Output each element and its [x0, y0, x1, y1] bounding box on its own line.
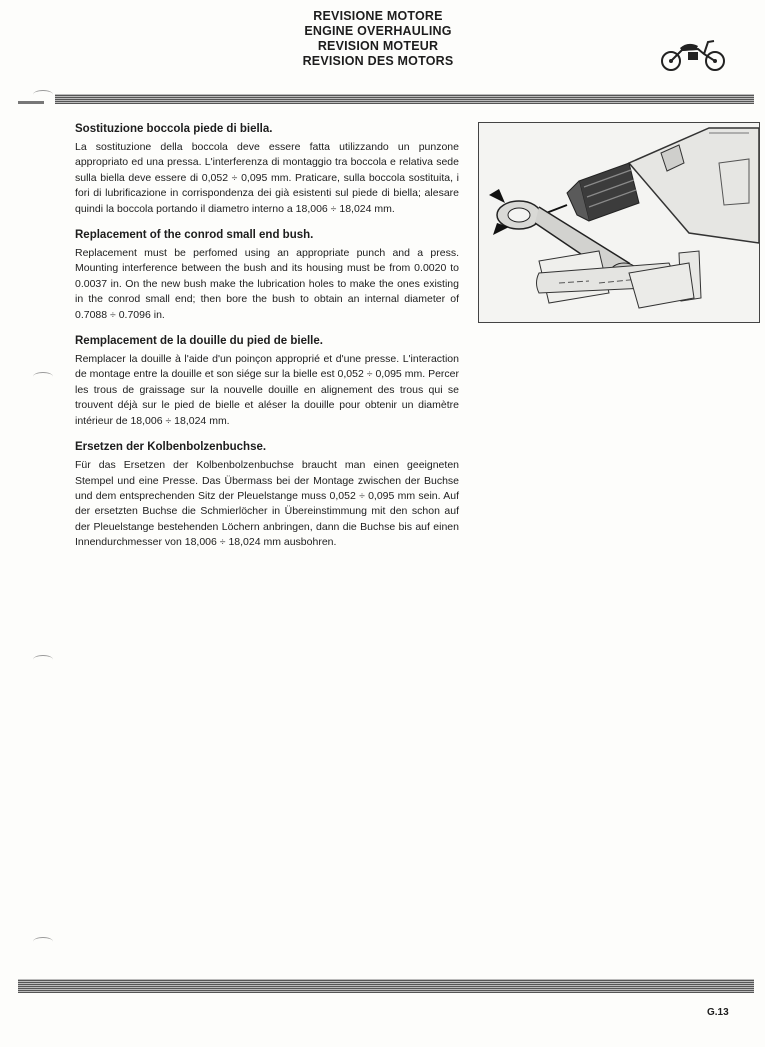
text-column	[75, 122, 459, 562]
section-english	[75, 228, 459, 323]
section-title: Remplacement de la douille du pied de bielle.	[75, 335, 323, 348]
section-body: Für das Ersetzen der Kolbenbolzenbuchse braucht man einen geeigneten Stempel und eine Presse. Das Übermass bei der Montage zwischen der Buchse und dem entsprechenden Sitz der Pleuelstange muss 0,052 ÷ 0,095 mm sein. Auf der ersetzten Buchse die Schmierlöcher in Übereinstimmung mit den schon auf der Pleuelstange bestehenden Löchern anbringen, dann die Buchse bis auf einen Innendurchmesser von 18,006 ÷ 18,024 mm ausbohren.	[75, 459, 459, 549]
section-title: Ersetzen der Kolbenbolzenbuchse.	[75, 441, 267, 454]
header-line-en: ENGINE OVERHAULING	[304, 24, 452, 38]
header-line-fr: REVISION MOTEUR	[317, 39, 439, 53]
section-body: Replacement must be perfomed using an appropriate punch and a press. Mounting interference between the bush and its housing must be from 0.0020 to 0.0037 in. On the new bush make the lubrication holes to make the ones existing in the conrod small end; then bore the bush to obtain an internal diameter of 0.7088 ÷ 0.7096 in.	[75, 247, 459, 321]
page-number: G.13	[707, 1007, 729, 1018]
header-line-de: REVISION DES MOTORS	[302, 54, 454, 68]
section-body: Remplacer la douille à l'aide d'un poinçon approprié et d'une presse. L'interaction de montage entre la douille et son siége sur la bielle est 0,052 ÷ 0,095 mm. Percer les trous de graissage sur la nouvelle douille en alignement des trous qui se trouvent déjà sur le pied de bielle et aléser la douille pour obtenir un diamètre intérieur de 18,006 ÷ 18,024 mm.	[75, 353, 459, 427]
section-french	[75, 334, 459, 429]
edge-mark	[18, 101, 44, 104]
section-italian	[75, 122, 459, 217]
section-german	[75, 440, 459, 550]
motorcycle-icon	[658, 36, 728, 72]
margin-mark	[33, 655, 53, 664]
section-title: Sostituzione boccola piede di biella.	[75, 123, 273, 135]
section-body: La sostituzione della boccola deve essere fatta utilizzando un punzone appropriato ed una pressa. L'interferenza di montaggio tra boccola e relativa sede sulla biella deve essere di 0,052 ÷ 0,095 mm. Praticare, sulla boccola sostituita, i fori di lubrificazione in corrispondenza dei già esistenti sul piede di biella; alesare quindi la boccola portando il diametro interno a 18,006 ÷ 18,024 mm.	[75, 141, 459, 215]
header-rule	[55, 94, 754, 104]
footer-rule	[18, 979, 754, 993]
page-header	[250, 9, 506, 69]
margin-mark	[33, 90, 53, 99]
margin-mark	[33, 937, 53, 946]
header-line-it: REVISIONE MOTORE	[313, 9, 443, 23]
section-title: Replacement of the conrod small end bush.	[75, 229, 314, 242]
margin-mark	[33, 372, 53, 381]
drill-conrod-illustration	[478, 122, 760, 323]
